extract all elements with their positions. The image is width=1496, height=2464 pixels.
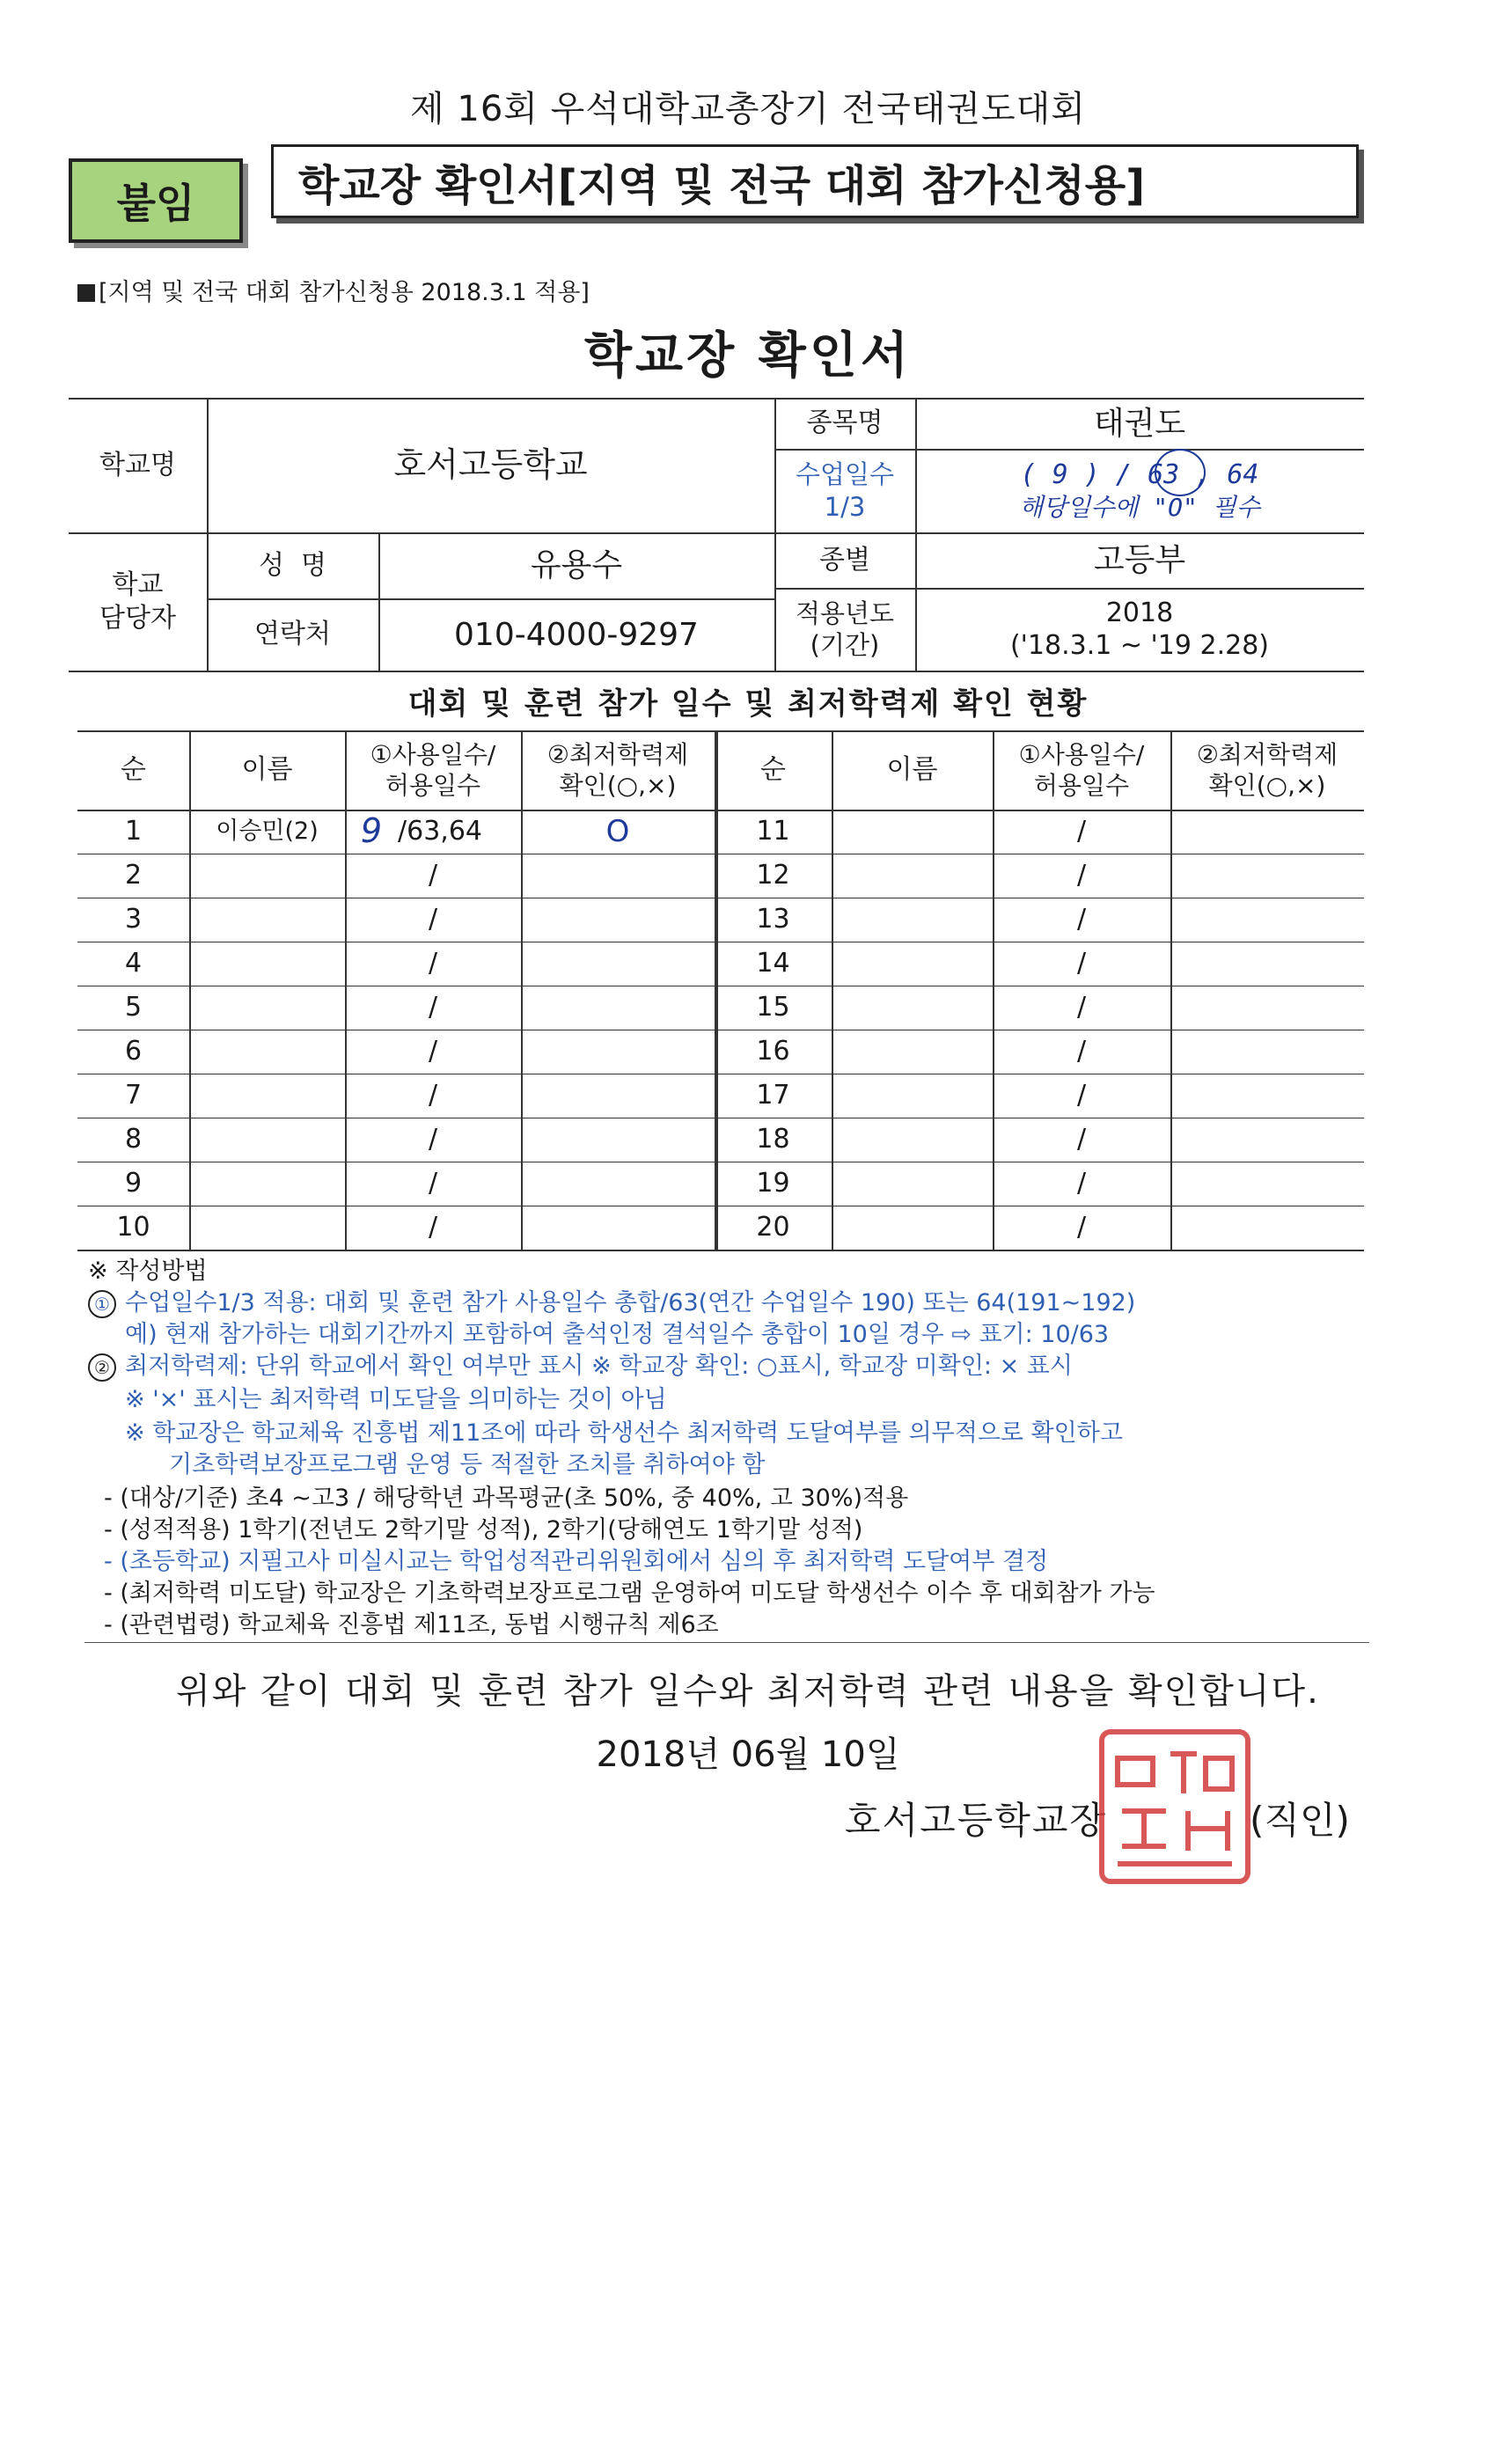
- name-label: 성 명: [258, 549, 327, 581]
- method-detail-1: - (대상/기준) 초4 ~고3 / 해당학년 과목평균(초 50%, 중 40%, 고 30%)적용: [104, 1485, 909, 1512]
- method-note-3: ※ '×' 표시는 최저학력 미도달을 의미하는 것이 아님: [125, 1386, 667, 1413]
- row-name: [832, 1074, 993, 1118]
- year-value-2: ('18.3.1 ~ '19 2.28): [1009, 630, 1270, 661]
- row-check: [1170, 1206, 1364, 1250]
- row-name: [832, 898, 993, 942]
- row-days: /: [1076, 1212, 1087, 1243]
- square-bullet-icon: [77, 284, 95, 302]
- document-title-box: 학교장 확인서[지역 및 전국 대회 참가신청용]: [271, 144, 1359, 218]
- row-no: 4: [124, 948, 143, 979]
- method-note-4: ※ 학교장은 학교체육 진흥법 제11조에 따라 학생선수 최저학력 도달여부를 의무적으로 확인하고: [125, 1419, 1123, 1447]
- row-name: 이승민(2): [216, 818, 319, 846]
- contact-label: 연락처: [254, 619, 331, 650]
- method-detail-2: - (성적적용) 1학기(전년도 2학기말 성적), 2학기(당해연도 1학기말 성적): [104, 1516, 863, 1544]
- row-check: [521, 1030, 715, 1074]
- row-days: /: [428, 992, 438, 1023]
- row-days: /: [1076, 816, 1087, 847]
- staff-label-1: 학교: [112, 569, 164, 600]
- row-days: /63,64: [398, 816, 482, 847]
- row-check: [521, 1162, 715, 1206]
- row-check: [1170, 854, 1364, 898]
- event-title: 제 16회 우석대학교총장기 전국태권도대회: [410, 89, 1086, 129]
- method-note-2-text: 최저학력제: 단위 학교에서 확인 여부만 표시 ※ 학교장 확인: ○표시, 학교장 미확인: × 표시: [125, 1353, 1073, 1380]
- row-no: 1: [124, 816, 143, 847]
- row-name: [832, 1206, 993, 1250]
- row-name: [189, 1118, 345, 1162]
- col-header-min: [521, 730, 715, 810]
- row-name: [189, 1162, 345, 1206]
- form-note: [77, 273, 590, 307]
- row-check: [521, 1118, 715, 1162]
- row-name: [832, 1030, 993, 1074]
- attachment-badge: 붙임: [69, 158, 243, 243]
- sport-label: 종목명: [806, 407, 884, 439]
- col-header-min-2: 확인(○,×): [559, 771, 677, 800]
- col-header-min-1: ②최저학력제: [1196, 740, 1338, 769]
- row-check: [1170, 1074, 1364, 1118]
- method-detail-3: - (초등학교) 지필고사 미실시교는 학업성적관리위원회에서 심의 후 최저학력 도달여부 결정: [104, 1548, 1049, 1575]
- row-check: [1170, 898, 1364, 942]
- row-days: /: [428, 904, 438, 935]
- col-header-name: 이름: [886, 754, 938, 786]
- contact-value: 010-4000-9297: [454, 616, 699, 653]
- row-name: [832, 986, 993, 1030]
- school-value: 호서고등학교: [393, 444, 588, 484]
- row-no: 2: [124, 860, 143, 891]
- year-value: [915, 588, 1364, 671]
- row-check: [1170, 810, 1364, 854]
- row-name: [189, 942, 345, 986]
- row-no: 19: [756, 1168, 790, 1199]
- row-name: [832, 942, 993, 986]
- sport-value: 태권도: [1093, 405, 1186, 442]
- row-check: [1170, 1162, 1364, 1206]
- method-note-1: [88, 1283, 1135, 1318]
- row-days: /: [1076, 860, 1087, 891]
- row-check: O: [605, 813, 630, 849]
- table-rule: [77, 1250, 1364, 1251]
- row-no: 13: [756, 904, 790, 935]
- row-check: [1170, 1118, 1364, 1162]
- row-no: 12: [756, 860, 790, 891]
- col-header-no: 순: [121, 754, 146, 786]
- year-label-2: (기간): [810, 630, 880, 660]
- year-label: [774, 588, 915, 671]
- row-days: /: [428, 1168, 438, 1199]
- row-check: [1170, 942, 1364, 986]
- method-detail-5: - (관련법령) 학교체육 진흥법 제11조, 동법 시행규칙 제6조: [104, 1611, 719, 1639]
- row-name: [832, 810, 993, 854]
- doc-heading: 학교장 확인서: [583, 327, 913, 385]
- col-header-days: [993, 730, 1170, 810]
- method-heading: ※ 작성방법: [88, 1258, 208, 1285]
- row-name: [832, 854, 993, 898]
- col-header-name: 이름: [241, 754, 293, 786]
- class-days-hint: 해당일수에 "O" 필수: [1019, 492, 1260, 522]
- method-note-4b: 기초학력보장프로그램 운영 등 적절한 조치를 취하여야 함: [169, 1451, 766, 1478]
- row-days: /: [428, 1212, 438, 1243]
- class-days-value-text: ( 9 ) / 63 , 64: [1020, 459, 1259, 491]
- circle-mark-icon: [1155, 449, 1206, 496]
- col-header-days-1: ①사용일수/: [370, 740, 496, 769]
- class-days-value: [915, 449, 1364, 532]
- col-header-min-2: 확인(○,×): [1208, 771, 1326, 800]
- seal-label: (직인): [1250, 1799, 1350, 1842]
- circled-two-icon: ②: [88, 1353, 116, 1382]
- col-header-days-2: 허용일수: [385, 771, 481, 800]
- row-days: /: [1076, 992, 1087, 1023]
- row-check: [521, 942, 715, 986]
- row-no: 9: [124, 1168, 143, 1199]
- class-days-label: [774, 449, 915, 532]
- staff-label: [69, 532, 207, 671]
- row-name: [189, 1030, 345, 1074]
- row-check: [521, 1074, 715, 1118]
- row-check: [521, 898, 715, 942]
- row-name: [832, 1162, 993, 1206]
- row-days: /: [428, 1036, 438, 1067]
- row-days: /: [428, 948, 438, 979]
- col-header-days-1: ①사용일수/: [1018, 740, 1145, 769]
- col-header-min-1: ②최저학력제: [546, 740, 689, 769]
- row-check: [521, 1206, 715, 1250]
- class-days-label-1: 수업일수: [795, 459, 895, 490]
- division-label: 종별: [819, 544, 870, 576]
- row-name: [189, 854, 345, 898]
- row-used-days: 9: [360, 811, 383, 851]
- division-value: 고등부: [1093, 542, 1186, 578]
- method-detail-4: - (최저학력 미도달) 학교장은 기초학력보장프로그램 운영하여 미도달 학생선수 이수 후 대회참가 가능: [104, 1580, 1155, 1607]
- principal-name: 호서고등학교장: [845, 1799, 1108, 1842]
- row-no: 17: [756, 1080, 790, 1111]
- row-name: [189, 898, 345, 942]
- form-note-text: [지역 및 전국 대회 참가신청용 2018.3.1 적용]: [99, 279, 590, 306]
- class-days-label-2: 1/3: [824, 491, 866, 522]
- divider: [84, 1642, 1369, 1643]
- staff-label-2: 담당자: [99, 602, 176, 634]
- row-no: 5: [124, 992, 143, 1023]
- row-no: 3: [124, 904, 143, 935]
- row-no: 6: [124, 1036, 143, 1067]
- row-name: [189, 1074, 345, 1118]
- method-note-2: [88, 1346, 1073, 1382]
- official-seal-icon: [1091, 1723, 1258, 1890]
- col-header-no: 순: [760, 754, 786, 786]
- row-no: 14: [756, 948, 790, 979]
- year-label-1: 적용년도: [795, 598, 895, 628]
- row-days: /: [1076, 948, 1087, 979]
- row-no: 11: [756, 816, 790, 847]
- col-header-min: [1170, 730, 1364, 810]
- row-check: [521, 854, 715, 898]
- row-check: [1170, 986, 1364, 1030]
- row-no: 20: [756, 1212, 790, 1243]
- method-note-1b: 예) 현재 참가하는 대회기간까지 포함하여 출석인정 결석일수 총합이 10일 경우 ⇨ 표기: 10/63: [125, 1321, 1110, 1348]
- row-no: 15: [756, 992, 790, 1023]
- method-note-1-text: 수업일수1/3 적용: 대회 및 훈련 참가 사용일수 총합/63(연간 수업일수 190) 또는 64(191~192): [125, 1289, 1136, 1316]
- row-check: [521, 986, 715, 1030]
- row-no: 10: [116, 1212, 150, 1243]
- school-label: 학교명: [99, 449, 176, 480]
- confirmation-text: 위와 같이 대회 및 훈련 참가 일수와 최저학력 관련 내용을 확인합니다.: [176, 1671, 1320, 1712]
- row-name: [832, 1118, 993, 1162]
- row-name: [189, 986, 345, 1030]
- row-check: [1170, 1030, 1364, 1074]
- row-name: [189, 1206, 345, 1250]
- confirmation-date: 2018년 06월 10일: [596, 1734, 900, 1775]
- row-no: 18: [756, 1124, 790, 1155]
- row-no: 8: [124, 1124, 143, 1155]
- row-days: /: [428, 1124, 438, 1155]
- row-no: 16: [756, 1036, 790, 1067]
- col-header-days-2: 허용일수: [1033, 771, 1130, 800]
- row-days: /: [1076, 1124, 1087, 1155]
- row-days: /: [1076, 1080, 1087, 1111]
- row-no: 7: [124, 1080, 143, 1111]
- row-days: /: [1076, 1168, 1087, 1199]
- row-days: /: [1076, 1036, 1087, 1067]
- circled-one-icon: ①: [88, 1290, 116, 1318]
- name-value: 유용수: [530, 547, 623, 583]
- row-days: /: [428, 860, 438, 891]
- row-days: /: [428, 1080, 438, 1111]
- status-heading: 대회 및 훈련 참가 일수 및 최저학력제 확인 현황: [407, 686, 1089, 722]
- year-value-1: 2018: [1105, 597, 1174, 628]
- col-header-days: [345, 730, 521, 810]
- row-days: /: [1076, 904, 1087, 935]
